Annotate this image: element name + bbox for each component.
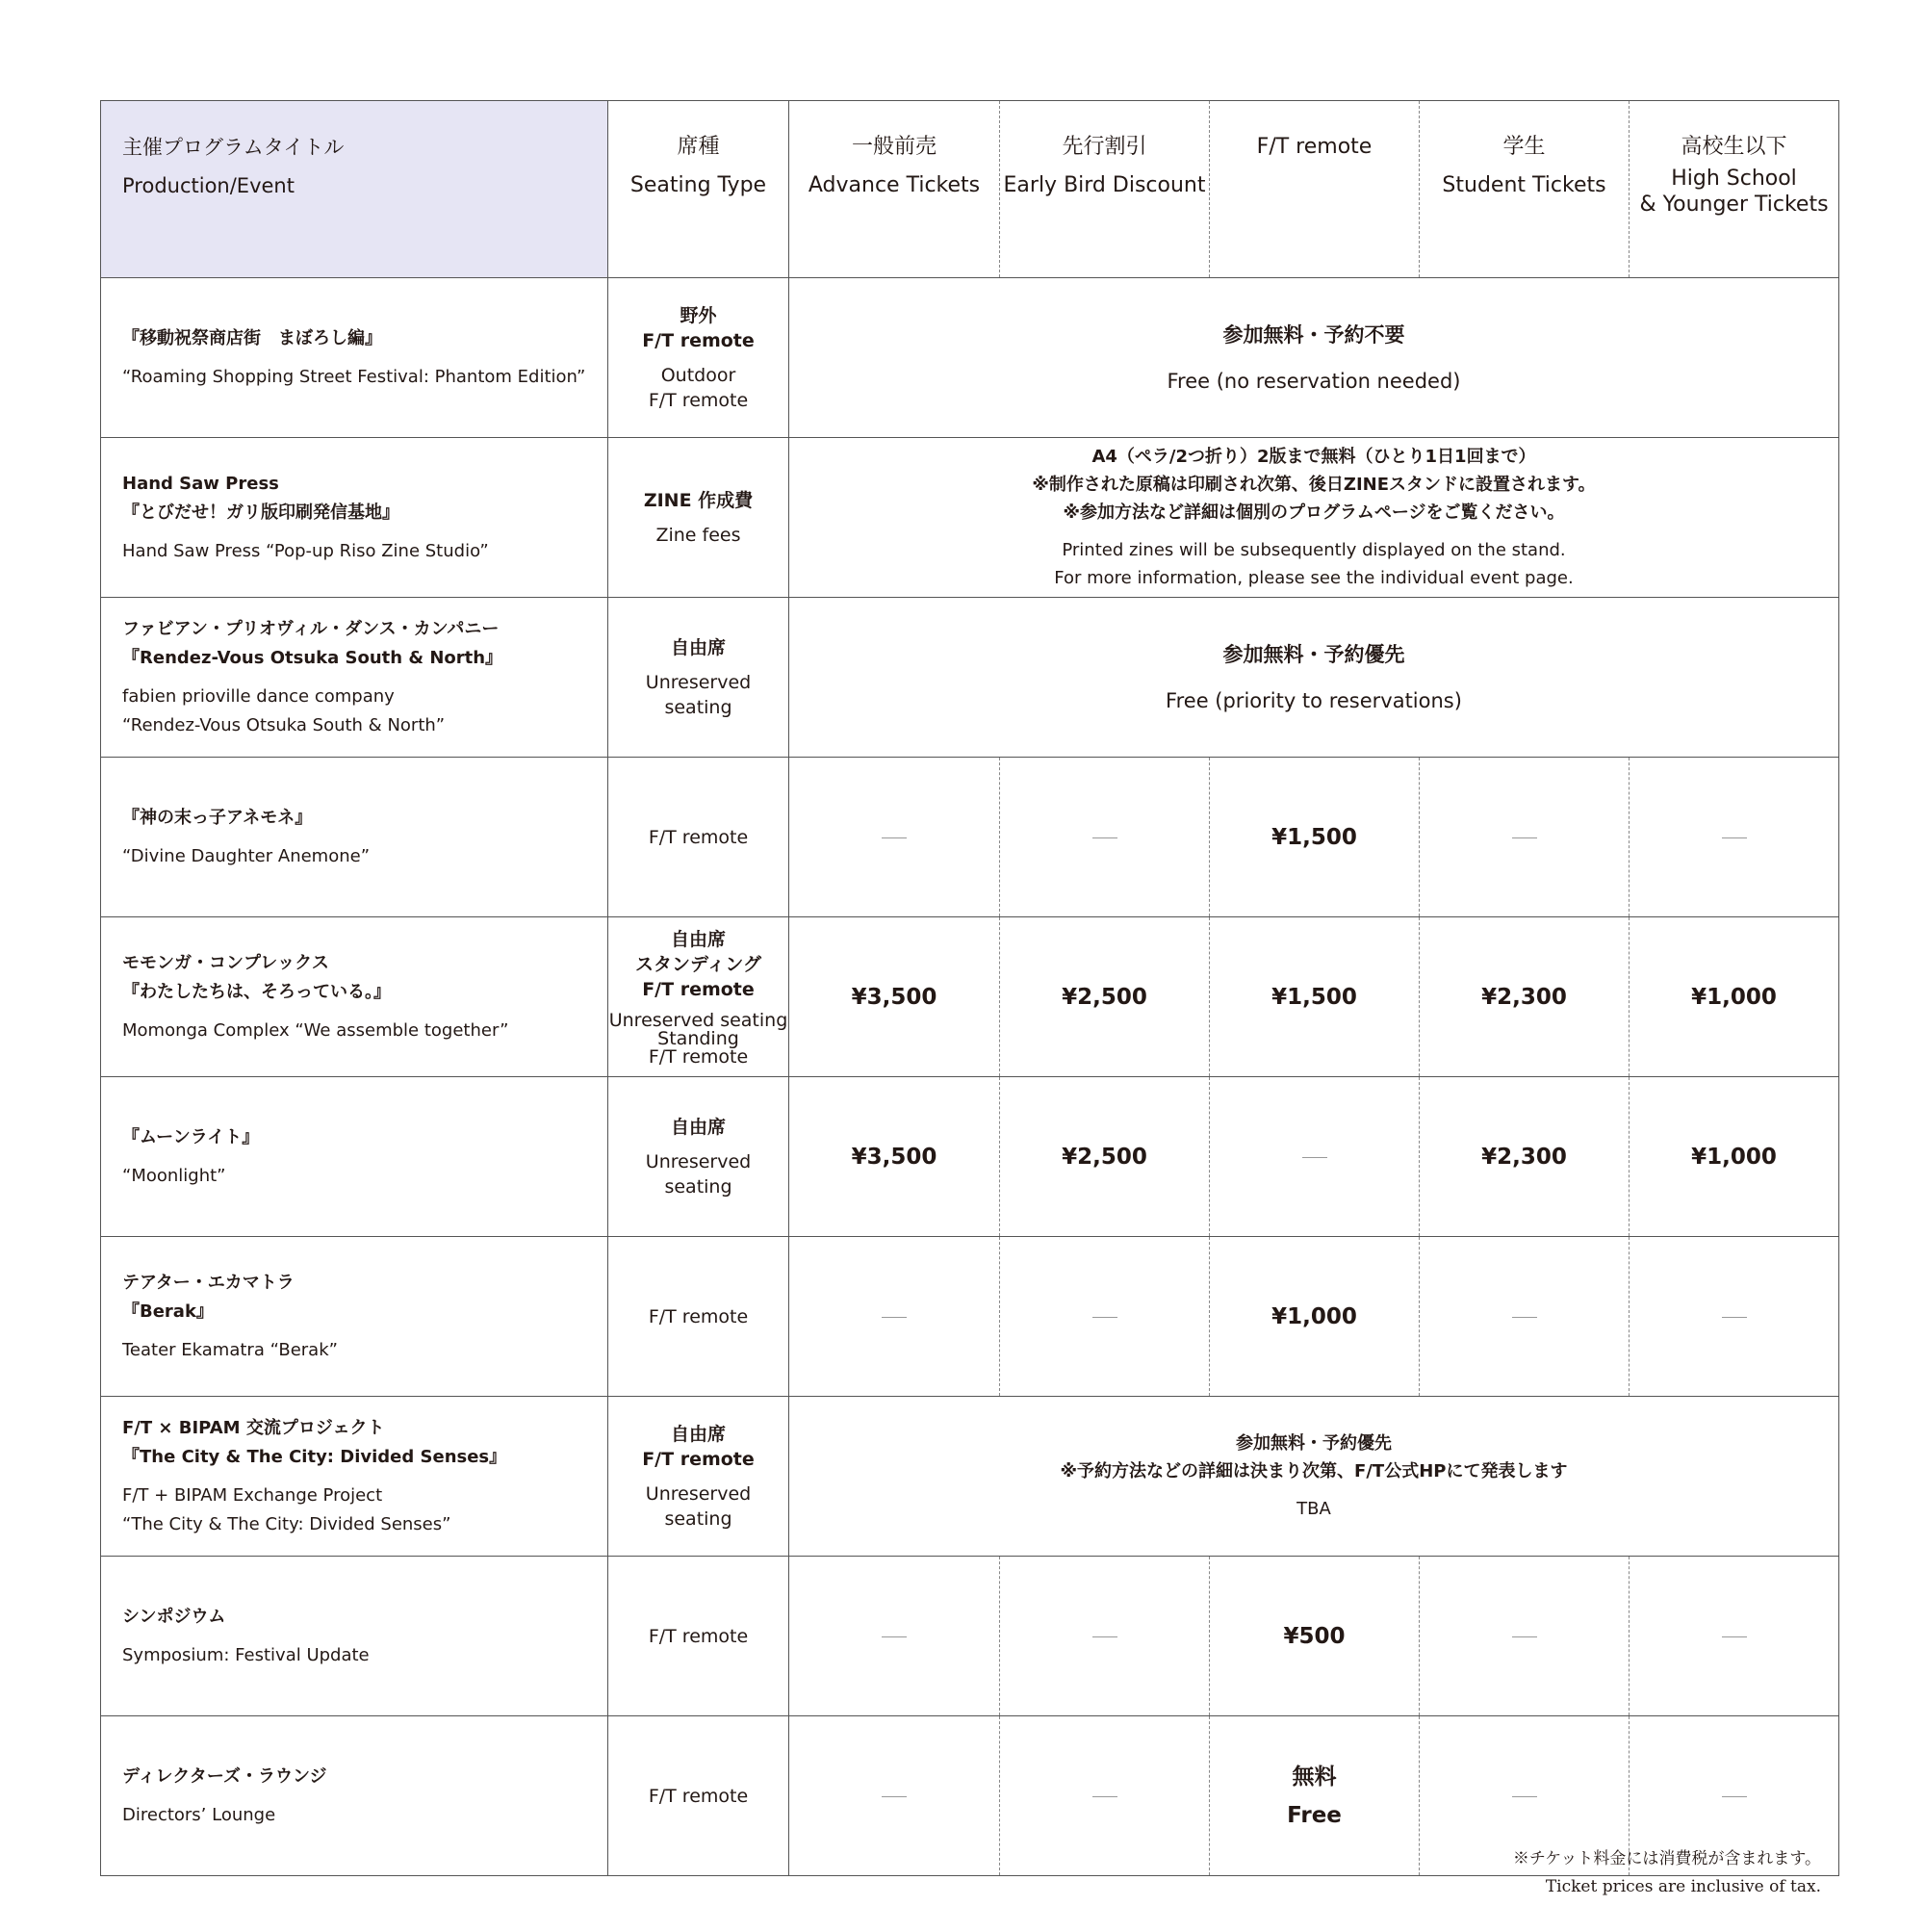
production-title-cell <box>101 1397 608 1557</box>
title-ja: 『わたしたちは、そろっている。』 <box>122 981 391 1002</box>
price-cell <box>1420 758 1630 917</box>
price-note-en: Free (priority to reservations) <box>1166 688 1462 712</box>
price-cell <box>1210 1557 1420 1716</box>
price-value: ¥3,500 <box>851 1144 937 1170</box>
price-cell <box>1630 1237 1839 1397</box>
price-value: ¥2,500 <box>1062 1144 1147 1170</box>
title-en: “Moonlight” <box>122 1165 226 1186</box>
price-note-ja: ※参加方法など詳細は個別のプログラムページをご覧ください。 <box>1063 502 1565 523</box>
price-cell <box>789 1557 1000 1716</box>
not-available-dash <box>1302 1157 1327 1158</box>
header-advance-tickets <box>789 101 1000 278</box>
not-available-dash <box>1722 837 1747 838</box>
table-row <box>101 438 1839 598</box>
not-available-dash <box>1092 1796 1117 1797</box>
not-available-dash <box>1092 1636 1117 1637</box>
price-value: ¥1,000 <box>1691 1144 1777 1170</box>
title-ja: 『The City & The City: Divided Senses』 <box>122 1446 507 1467</box>
price-cell <box>1630 1557 1839 1716</box>
seating-type-cell <box>608 438 789 598</box>
title-ja: 『神の末っ子アネモネ』 <box>122 807 313 828</box>
seating-en: F/T remote <box>648 1625 749 1647</box>
price-value: ¥500 <box>1283 1623 1346 1649</box>
price-cell <box>789 917 1000 1077</box>
seating-en: seating <box>664 1507 732 1530</box>
not-available-dash <box>1092 837 1117 838</box>
price-cell <box>1000 1716 1210 1876</box>
spacer <box>122 1632 607 1641</box>
table-row <box>101 598 1839 758</box>
seating-en: F/T remote <box>648 826 749 848</box>
price-value: ¥1,000 <box>1271 1303 1357 1329</box>
spacer <box>789 527 1838 536</box>
not-available-dash <box>1512 1317 1537 1318</box>
seating-type-cell <box>608 1397 789 1557</box>
spacer <box>608 513 788 523</box>
seating-type-cell <box>608 1557 789 1716</box>
spanning-price-cell <box>789 1397 1839 1557</box>
not-available-dash <box>882 1796 907 1797</box>
header-high-school <box>1630 101 1839 278</box>
title-ja: ファビアン・プリオヴィル・ダンス・カンパニー <box>122 618 500 639</box>
price-cell <box>1630 917 1839 1077</box>
seating-ja: 自由席 <box>670 636 726 658</box>
seating-type-cell <box>608 1077 789 1237</box>
not-available-dash <box>1722 1317 1747 1318</box>
not-available-dash <box>1092 1317 1117 1318</box>
seating-type-cell <box>608 917 789 1077</box>
seating-ja: F/T remote <box>642 329 755 351</box>
seating-type-cell <box>608 278 789 438</box>
title-en: “Roaming Shopping Street Festival: Phantom Edition” <box>122 366 586 387</box>
spacer <box>122 1007 607 1017</box>
seating-type-cell <box>608 598 789 758</box>
seating-ja: スタンディング <box>634 954 762 975</box>
price-note-ja: 参加無料・予約優先 <box>1222 642 1405 666</box>
price-note-en: TBA <box>1296 1499 1331 1519</box>
spacer <box>608 1140 788 1149</box>
production-title-cell <box>101 1716 608 1876</box>
title-en: “The City & The City: Divided Senses” <box>122 1513 451 1534</box>
footnote-ja: ※チケット料金には消費税が含まれます。 <box>1512 1849 1821 1868</box>
spanning-price-cell <box>789 278 1839 438</box>
seating-en: F/T remote <box>648 389 749 411</box>
seating-ja: 自由席 <box>670 1116 726 1138</box>
seating-type-cell <box>608 1237 789 1397</box>
production-title-cell <box>101 438 608 598</box>
title-en: fabien prioville dance company <box>122 685 395 707</box>
header-label-ja: F/T remote <box>1256 135 1373 159</box>
seating-en: Unreserved <box>645 1150 752 1172</box>
price-note-en: Free (no reservation needed) <box>1167 369 1461 393</box>
seating-en: seating <box>664 696 732 718</box>
title-en: Directors’ Lounge <box>122 1804 276 1825</box>
production-title-cell <box>101 1557 608 1716</box>
table-row <box>101 917 1839 1077</box>
header-label-ja: 学生 <box>1502 135 1546 159</box>
table-row <box>101 1237 1839 1397</box>
price-cell <box>1210 917 1420 1077</box>
price-cell <box>1210 1716 1420 1876</box>
price-cell <box>1210 758 1420 917</box>
header-seating-type <box>608 101 789 278</box>
price-cell <box>1420 917 1630 1077</box>
not-available-dash <box>1512 1636 1537 1637</box>
title-ja: モモンガ・コンプレックス <box>122 952 329 973</box>
spacer <box>789 673 1838 683</box>
not-available-dash <box>1722 1796 1747 1797</box>
spacer <box>608 660 788 670</box>
price-value: ¥1,000 <box>1691 984 1777 1010</box>
price-cell <box>1420 1557 1630 1716</box>
spacer <box>122 353 607 363</box>
price-cell <box>1000 758 1210 917</box>
seating-en: Standing <box>657 1028 739 1049</box>
seating-en: seating <box>664 1175 732 1198</box>
header-label-en: Advance Tickets <box>808 173 981 197</box>
price-cell <box>1210 1237 1420 1397</box>
header-title-ja: 主催プログラムタイトル <box>122 136 345 159</box>
title-ja: 『Berak』 <box>122 1301 214 1322</box>
price-note-ja: A4（ペラ/2つ折り）2版まで無料（ひとり1日1回まで） <box>1091 447 1536 467</box>
header-label-ja: 高校生以下 <box>1681 135 1787 159</box>
seating-ja: ZINE 作成費 <box>643 489 754 511</box>
spacer <box>122 1472 607 1481</box>
seating-type-cell <box>608 1716 789 1876</box>
price-value: ¥1,500 <box>1271 984 1357 1010</box>
table-row <box>101 1557 1839 1716</box>
header-label-en: Student Tickets <box>1442 173 1606 197</box>
not-available-dash <box>1512 837 1537 838</box>
price-cell <box>1000 1557 1210 1716</box>
seating-en: F/T remote <box>648 1046 749 1068</box>
price-value: ¥3,500 <box>851 984 937 1010</box>
price-value: ¥2,500 <box>1062 984 1147 1010</box>
title-ja: 『ムーンライト』 <box>122 1126 260 1147</box>
production-title-cell <box>101 278 608 438</box>
spacer <box>122 833 607 842</box>
seating-en: Unreserved <box>645 671 752 693</box>
title-en: “Rendez-Vous Otsuka South & North” <box>122 714 446 735</box>
price-note-ja: 参加無料・予約不要 <box>1222 322 1405 347</box>
seating-en: Zine fees <box>655 524 741 546</box>
header-label-ja: 先行割引 <box>1062 135 1147 159</box>
spacer <box>608 1472 788 1481</box>
spacer <box>122 673 607 683</box>
seating-en: Unreserved <box>645 1482 752 1505</box>
header-label-ja: 一般前売 <box>851 135 937 159</box>
title-en: “Divine Daughter Anemone” <box>122 845 371 866</box>
seating-en: F/T remote <box>648 1785 749 1807</box>
title-ja: ディレクターズ・ラウンジ <box>122 1765 327 1787</box>
header-label-en: High School <box>1671 167 1797 191</box>
seating-en: F/T remote <box>648 1305 749 1327</box>
price-note-ja: ※予約方法などの詳細は決まり次第、F/T公式HPにて発表します <box>1060 1461 1568 1481</box>
table-row <box>101 278 1839 438</box>
price-note-ja: 参加無料・予約優先 <box>1236 1433 1392 1454</box>
production-title-cell <box>101 598 608 758</box>
price-value: ¥2,300 <box>1481 984 1567 1010</box>
table-row <box>101 1077 1839 1237</box>
spacer <box>789 353 1838 363</box>
price-cell <box>1000 1237 1210 1397</box>
seating-ja: 自由席 <box>670 1423 726 1445</box>
not-available-dash <box>882 1636 907 1637</box>
title-ja: 『Rendez-Vous Otsuka South & North』 <box>122 647 503 668</box>
seating-ja: 野外 <box>680 304 717 326</box>
price-cell <box>1420 1237 1630 1397</box>
spacer <box>122 1152 607 1162</box>
spacer <box>608 353 788 363</box>
title-ja: Hand Saw Press <box>122 473 279 494</box>
spacer <box>122 528 607 537</box>
ticket-price-table <box>100 100 1839 1876</box>
spacer <box>789 1485 1838 1495</box>
tax-footnote <box>1513 1845 1821 1901</box>
not-available-dash <box>1722 1636 1747 1637</box>
header-title-en: Production/Event <box>122 174 295 197</box>
header-label-en: & Younger Tickets <box>1639 193 1829 217</box>
price-value: ¥2,300 <box>1481 1144 1567 1170</box>
header-label-en: Seating Type <box>629 173 767 197</box>
price-cell <box>1210 1077 1420 1237</box>
price-cell <box>1630 1077 1839 1237</box>
seating-en: Unreserved seating <box>608 1010 788 1031</box>
price-cell <box>789 1716 1000 1876</box>
production-title-cell <box>101 1237 608 1397</box>
seating-ja: F/T remote <box>642 979 755 1000</box>
price-cell <box>1420 1077 1630 1237</box>
price-cell <box>1000 917 1210 1077</box>
seating-en: Outdoor <box>660 364 736 386</box>
seating-ja: 自由席 <box>670 929 726 950</box>
title-en: F/T + BIPAM Exchange Project <box>122 1484 383 1506</box>
footnote-en: Ticket prices are inclusive of tax. <box>1545 1877 1821 1896</box>
title-ja: シンポジウム <box>122 1606 226 1627</box>
title-en: Teater Ekamatra “Berak” <box>122 1339 338 1360</box>
price-value: Free <box>1287 1802 1342 1828</box>
spacer <box>122 1791 607 1801</box>
table-row <box>101 1397 1839 1557</box>
price-note-ja: ※制作された原稿は印刷され次第、後日ZINEスタンドに設置されます。 <box>1032 475 1596 495</box>
title-ja: テアター・エカマトラ <box>122 1272 295 1293</box>
production-title-cell <box>101 1077 608 1237</box>
title-ja: 『とびだせ！ガリ版印刷発信基地』 <box>122 502 399 523</box>
table-row <box>101 758 1839 917</box>
header-label-en: Early Bird Discount <box>1003 173 1206 197</box>
price-value: 無料 <box>1292 1764 1337 1790</box>
not-available-dash <box>1512 1796 1537 1797</box>
table-header-row <box>101 101 1839 278</box>
price-cell <box>789 758 1000 917</box>
header-student <box>1420 101 1630 278</box>
seating-ja: F/T remote <box>642 1448 755 1470</box>
seating-type-cell <box>608 758 789 917</box>
spacer <box>122 1327 607 1336</box>
header-label-ja: 席種 <box>677 135 720 159</box>
price-cell <box>789 1077 1000 1237</box>
title-en: Hand Saw Press “Pop-up Riso Zine Studio” <box>122 540 489 561</box>
title-en: Momonga Complex “We assemble together” <box>122 1019 509 1041</box>
production-title-cell <box>101 758 608 917</box>
production-title-cell <box>101 917 608 1077</box>
spanning-price-cell <box>789 598 1839 758</box>
not-available-dash <box>882 837 907 838</box>
header-title-cell <box>101 101 608 278</box>
not-available-dash <box>882 1317 907 1318</box>
title-en: Symposium: Festival Update <box>122 1644 370 1665</box>
header-early-bird <box>1000 101 1210 278</box>
price-note-en: For more information, please see the individual event page. <box>1054 568 1574 588</box>
header-ft-remote <box>1210 101 1420 278</box>
price-cell <box>789 1237 1000 1397</box>
price-value: ¥1,500 <box>1271 824 1357 850</box>
price-note-en: Printed zines will be subsequently displayed on the stand. <box>1062 540 1566 560</box>
price-cell <box>1630 758 1839 917</box>
spanning-price-cell <box>789 438 1839 598</box>
price-cell <box>1000 1077 1210 1237</box>
title-ja: 『移動祝祭商店街 まぼろし編』 <box>122 327 382 348</box>
title-ja: F/T × BIPAM 交流プロジェクト <box>122 1417 385 1438</box>
